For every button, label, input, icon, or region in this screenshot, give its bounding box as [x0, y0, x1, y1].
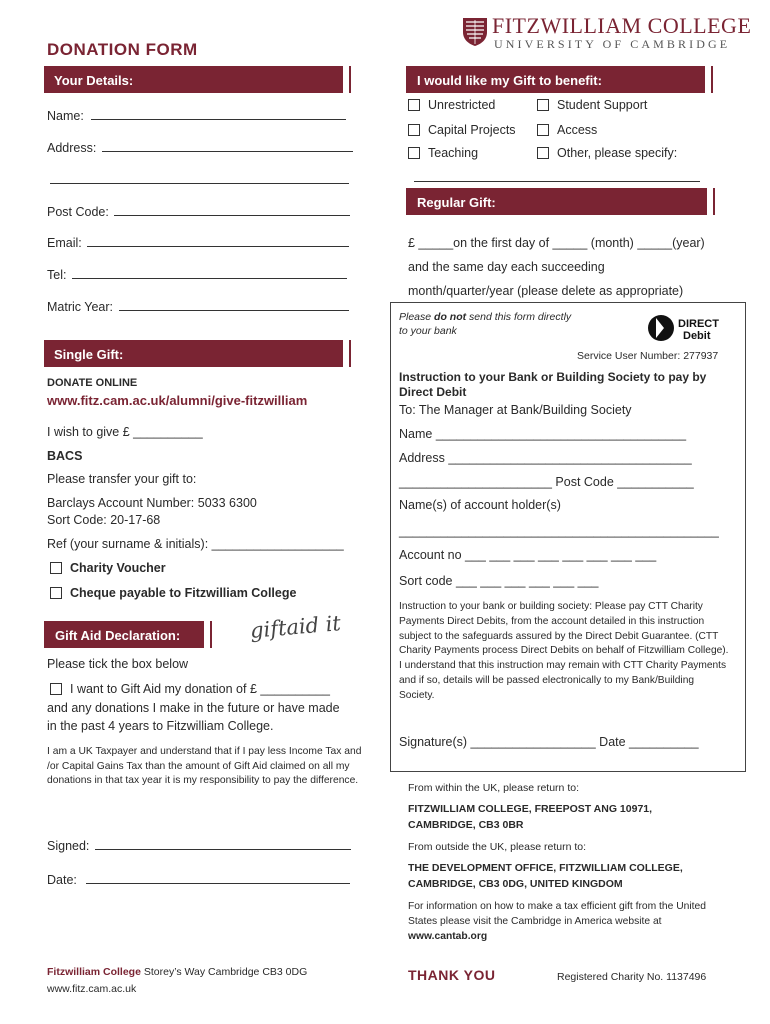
direct-debit-logo-icon	[647, 314, 737, 342]
option-charity-voucher[interactable]	[50, 561, 166, 575]
postcode-label: Post Code:	[47, 205, 109, 219]
option-label: Access	[557, 123, 598, 137]
address-label: Address:	[47, 141, 97, 155]
dd-account-no-field[interactable]: Account no ___ ___ ___ ___ ___ ___ ___ ___	[399, 548, 657, 562]
date-field[interactable]	[47, 872, 350, 887]
option-capital-projects[interactable]	[408, 123, 516, 137]
checkbox[interactable]	[408, 124, 420, 136]
option-label: Other, please specify:	[557, 146, 678, 160]
dd-note: Please do not send this form directly	[399, 311, 572, 323]
gift-aid-want[interactable]	[50, 682, 330, 696]
checkbox[interactable]	[408, 147, 420, 159]
option-cheque[interactable]	[50, 586, 296, 600]
signed-field[interactable]	[47, 838, 351, 853]
donate-online-label: DONATE ONLINE	[47, 377, 138, 389]
checkbox[interactable]	[50, 683, 62, 695]
option-label: Teaching	[428, 146, 479, 160]
gift-aid-future-2: in the past 4 years to Fitzwilliam College.	[47, 719, 274, 733]
address-field[interactable]	[47, 140, 353, 155]
dd-address-field[interactable]: Address ___________________________________	[399, 451, 692, 465]
benefit-heading: I would like my Gift to benefit:	[406, 66, 711, 93]
service-user-number: Service User Number: 277937	[577, 350, 719, 362]
footer-address: Fitzwilliam College Storey’s Way Cambridge CB3 0DG	[47, 966, 308, 978]
option-other[interactable]	[537, 146, 677, 160]
checkbox[interactable]	[537, 124, 549, 136]
regular-gift-line2: and the same day each succeeding	[408, 260, 605, 274]
date-label: Date:	[47, 873, 77, 887]
cantab-link[interactable]: www.cantab.org	[408, 930, 488, 942]
option-label: Capital Projects	[428, 123, 516, 137]
dd-instruction-title: Instruction to your Bank or Building Society to pay by Direct Debit	[399, 370, 707, 399]
name-label: Name:	[47, 109, 84, 123]
return-uk-address-2: CAMBRIDGE, CB3 0BR	[408, 819, 524, 831]
dd-sort-code-field[interactable]: Sort code ___ ___ ___ ___ ___ ___	[399, 574, 599, 588]
dd-note-2: to your bank	[399, 325, 457, 337]
your-details-heading: Your Details:	[44, 66, 349, 93]
charity-number: Registered Charity No. 1137496	[557, 971, 707, 983]
other-specify-line[interactable]	[414, 170, 700, 185]
transfer-text: Please transfer your gift to:	[47, 472, 197, 486]
return-outside-address-1: THE DEVELOPMENT OFFICE, FITZWILLIAM COLLEGE,	[408, 862, 683, 874]
checkbox[interactable]	[50, 562, 62, 574]
dd-logo-top: DIRECT	[678, 318, 719, 330]
page-title: DONATION FORM	[47, 40, 198, 59]
regular-gift-line3: month/quarter/year (please delete as appropriate)	[408, 284, 684, 298]
dd-instruction-text: Instruction to your bank or building society: Please pay CTT Charity Payments Direct Debits, from the account detailed in this instruction subject to the safeguards assured by the Direct Debit Guarantee. (CTT Charity Payments process Direct Debits on behalf of Fitzwilliam College). I understand that this instruction may remain with CTT Charity Payments and if so, details will be passed electronically to my Bank/Building Society.	[399, 601, 729, 701]
option-access[interactable]	[537, 123, 597, 137]
giftaid-logo: giftaid it	[249, 611, 342, 643]
tick-box-text: Please tick the box below	[47, 657, 189, 671]
option-label: Cheque payable to Fitzwilliam College	[70, 586, 297, 600]
thank-you: THANK YOU	[408, 967, 496, 983]
footer-website[interactable]: www.fitz.cam.ac.uk	[47, 983, 137, 995]
dd-holders-field[interactable]: ______________________________________________	[399, 524, 719, 538]
name-field[interactable]	[47, 108, 346, 123]
gift-aid-declaration: I am a UK Taxpayer and understand that if I pay less Income Tax and /or Capital Gains Tax than the amount of Gift Aid claimed on all my donations in that tax year it is my responsibility to pay the difference.	[47, 746, 362, 787]
single-gift-heading: Single Gift:	[44, 340, 349, 367]
gift-aid-heading: Gift Aid Declaration:	[44, 621, 210, 648]
matric-year-label: Matric Year:	[47, 300, 114, 314]
option-label: Charity Voucher	[70, 561, 166, 575]
option-teaching[interactable]	[408, 146, 478, 160]
gift-aid-future-1: and any donations I make in the future or have made	[47, 701, 340, 715]
signed-label: Signed:	[47, 839, 90, 853]
return-uk-label: From within the UK, please return to:	[408, 782, 579, 794]
tel-label: Tel:	[47, 268, 67, 282]
checkbox[interactable]	[537, 147, 549, 159]
dd-holders-label: Name(s) of account holder(s)	[399, 498, 561, 512]
return-uk-address-1: FITZWILLIAM COLLEGE, FREEPOST ANG 10971,	[408, 803, 653, 815]
option-unrestricted[interactable]	[408, 98, 495, 112]
option-label: Unrestricted	[428, 98, 496, 112]
wish-to-give-field[interactable]: I wish to give £ __________	[47, 425, 203, 439]
checkbox[interactable]	[537, 99, 549, 111]
return-outside-label: From outside the UK, please return to:	[408, 841, 587, 853]
sort-code: Sort Code: 20-17-68	[47, 513, 161, 527]
email-field[interactable]	[47, 235, 349, 250]
dd-postcode-field[interactable]: ______________________ Post Code ___________	[399, 475, 694, 489]
option-student-support[interactable]	[537, 98, 647, 112]
dd-logo-bottom: Debit	[683, 330, 711, 342]
postcode-field[interactable]	[47, 204, 350, 219]
dd-signature-field[interactable]: Signature(s) __________________ Date __________	[399, 735, 699, 749]
college-crest-icon	[462, 17, 488, 47]
university-name: UNIVERSITY OF CAMBRIDGE	[494, 37, 731, 51]
address-line-2[interactable]	[50, 172, 349, 187]
option-label: Student Support	[557, 98, 648, 112]
checkbox[interactable]	[408, 99, 420, 111]
dd-to-manager: To: The Manager at Bank/Building Society	[399, 403, 632, 417]
regular-gift-amount[interactable]: £ _____on the first day of _____ (month) _____(year)	[408, 236, 705, 250]
matric-year-field[interactable]	[47, 299, 349, 314]
college-name: FITZWILLIAM COLLEGE	[492, 13, 752, 38]
return-outside-address-2: CAMBRIDGE, CB3 0DG, UNITED KINGDOM	[408, 878, 623, 890]
dd-name-field[interactable]: Name ____________________________________	[399, 427, 687, 441]
donate-online-link[interactable]: www.fitz.cam.ac.uk/alumni/give-fitzwilliam	[47, 393, 308, 408]
email-label: Email:	[47, 236, 82, 250]
checkbox[interactable]	[50, 587, 62, 599]
tel-field[interactable]	[47, 267, 347, 282]
us-gift-info: For information on how to make a tax efficient gift from the United States please visit the Cambridge in America website at www.cantab.org	[408, 901, 706, 942]
reference-field[interactable]: Ref (your surname & initials): ___________________	[47, 537, 344, 551]
account-number: Barclays Account Number: 5033 6300	[47, 496, 257, 510]
bacs-label: BACS	[47, 449, 83, 463]
regular-gift-heading: Regular Gift:	[406, 188, 713, 215]
gift-aid-want-label: I want to Gift Aid my donation of £ __________	[70, 682, 330, 696]
